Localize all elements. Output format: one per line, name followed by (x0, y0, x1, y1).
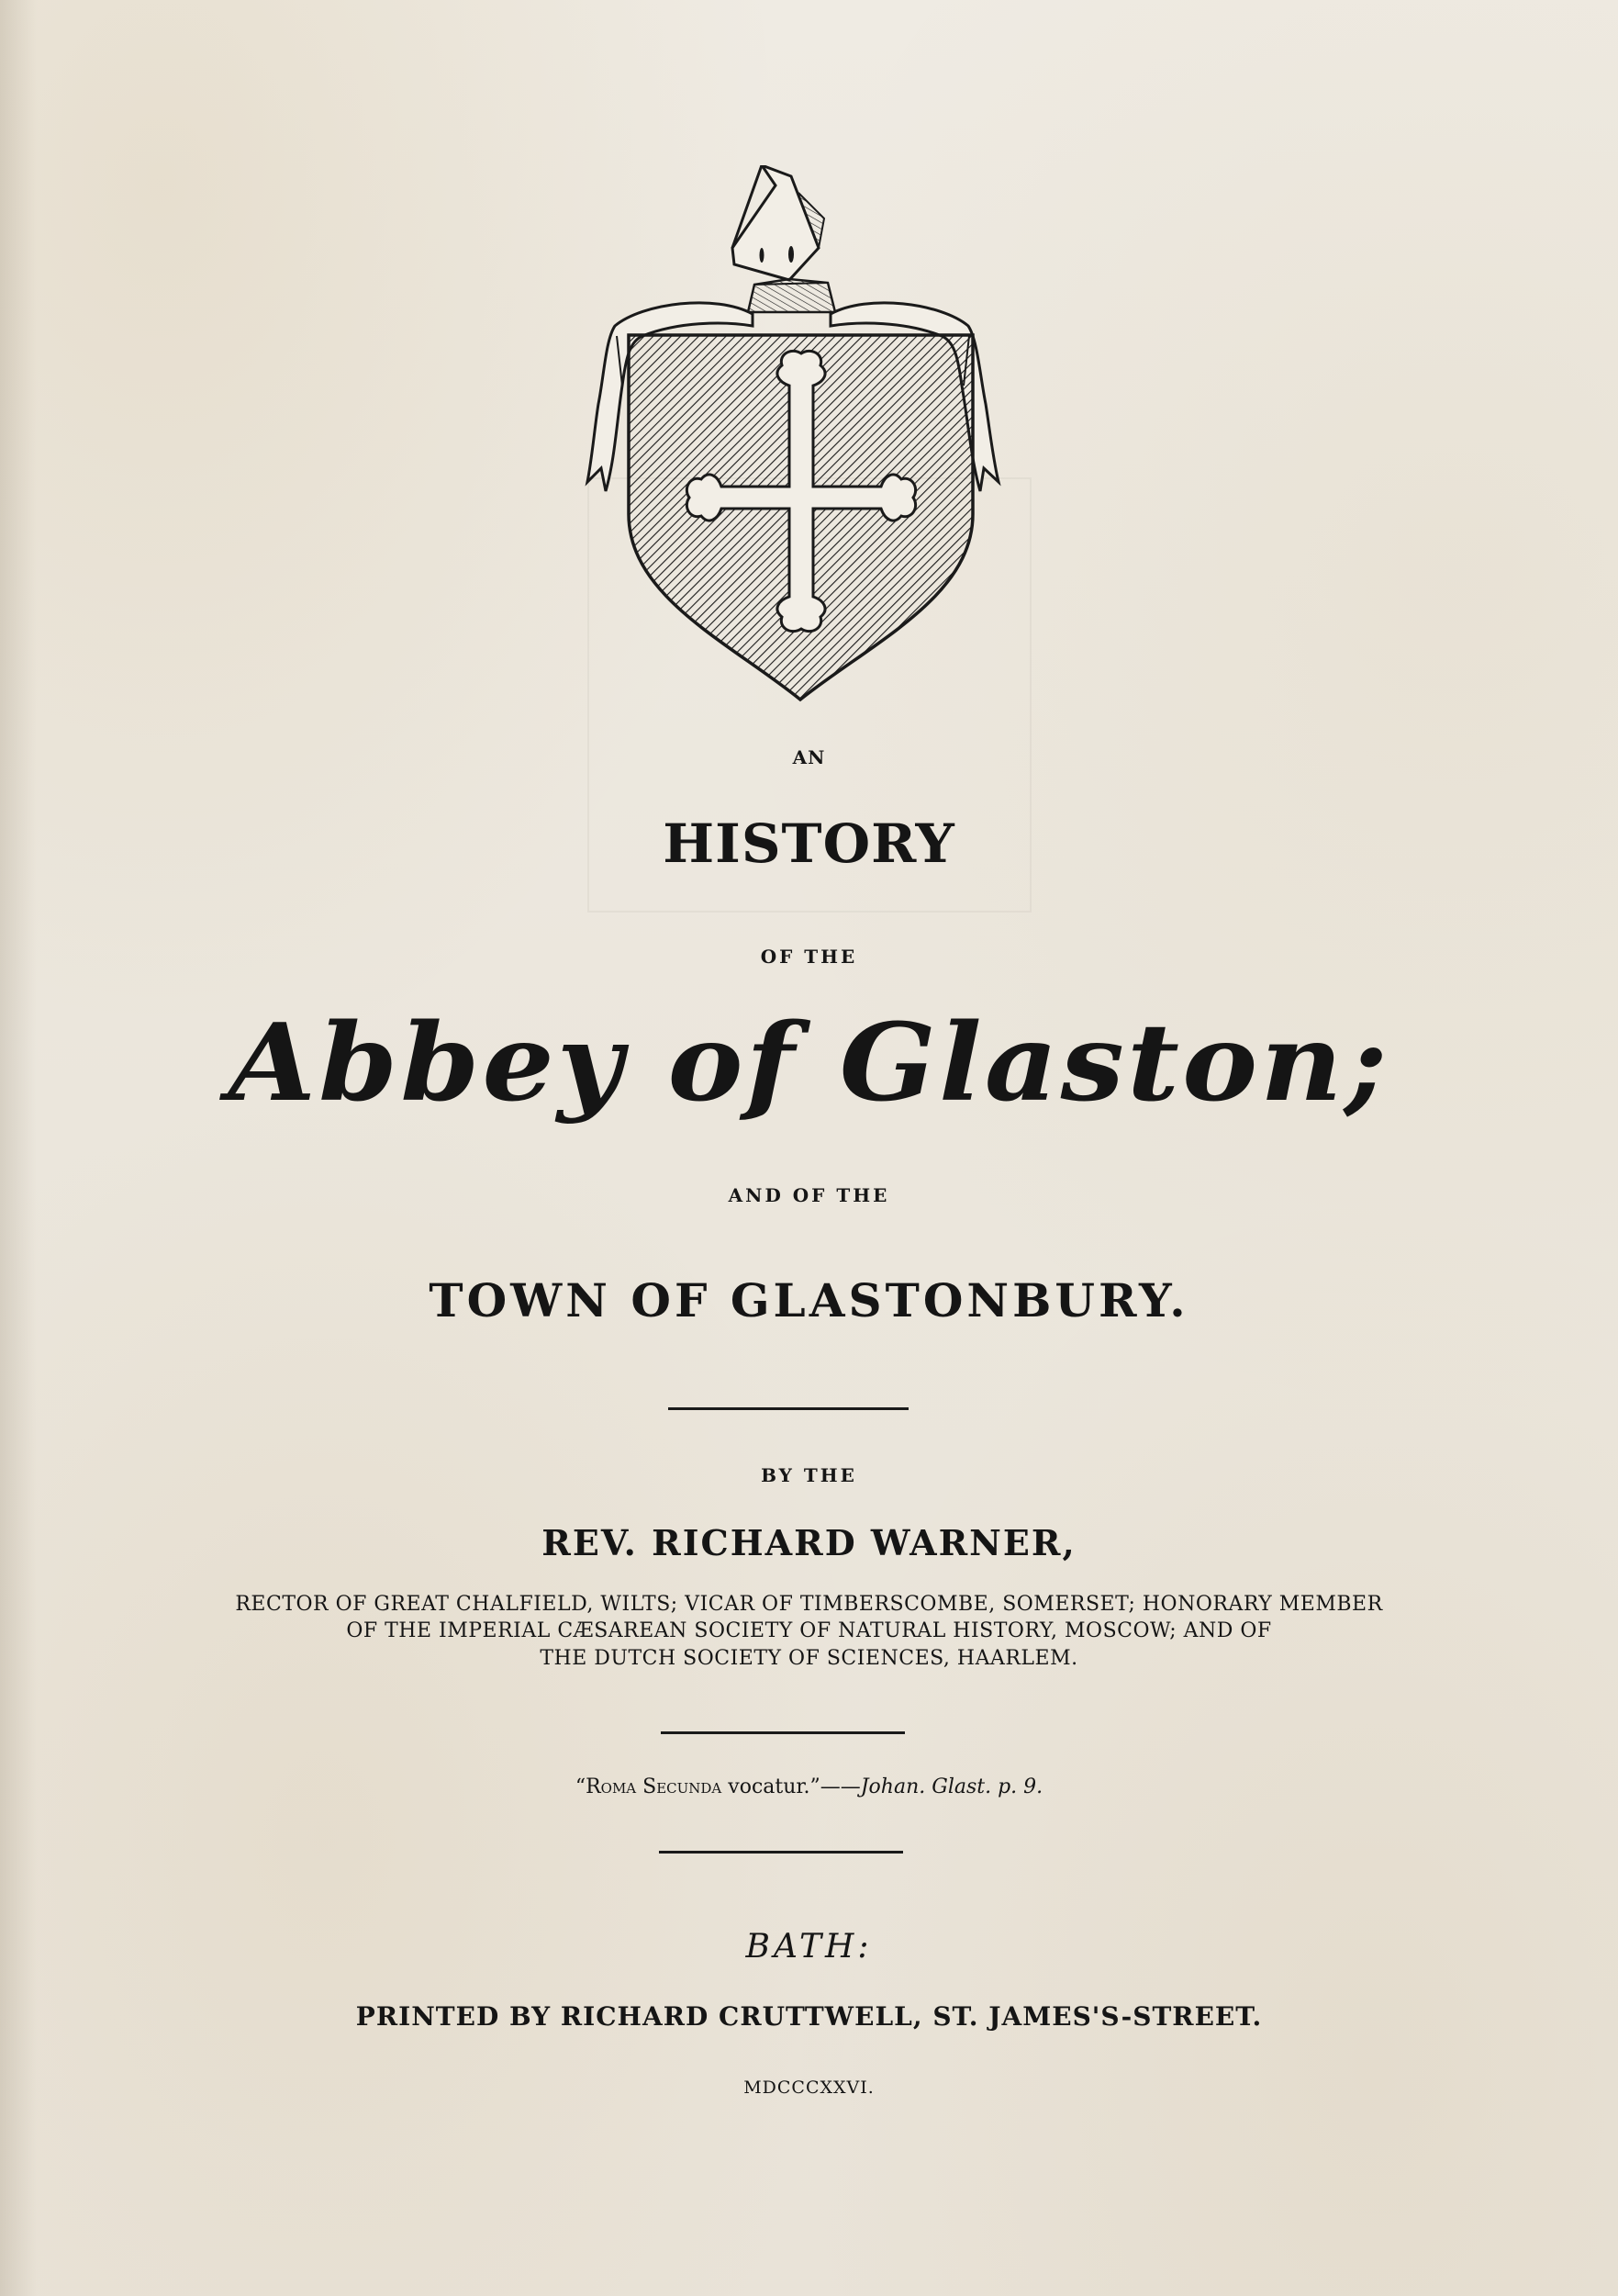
mitre-shield-crest-icon (578, 165, 1019, 707)
imprint-place: BATH: (745, 1928, 873, 1966)
title-town-of-glastonbury: TOWN OF GLASTONBURY. (429, 1273, 1189, 1327)
epigraph-quote (0, 1775, 1618, 1798)
quote-source: Johan. Glast. p. 9. (860, 1775, 1043, 1798)
divider-rule-2 (661, 1731, 905, 1734)
imprint-year: MDCCCXXVI. (743, 2078, 875, 2098)
quote-vocatur: vocatur.”—— (728, 1775, 861, 1798)
author-credentials-line-1: RECTOR OF GREAT CHALFIELD, WILTS; VICAR OF TIMBERSCOMBE, SOMERSET; HONORARY MEMBER (235, 1593, 1383, 1616)
author-credentials-line-2: OF THE IMPERIAL CÆSAREAN SOCIETY OF NATURAL HISTORY, MOSCOW; AND OF (346, 1619, 1272, 1642)
author-name: REV. RICHARD WARNER, (541, 1522, 1077, 1563)
title-and-of-the: AND OF THE (728, 1184, 890, 1206)
title-by-the: BY THE (761, 1464, 857, 1486)
quote-roma: Roma (586, 1775, 637, 1798)
quote-open: “ (575, 1775, 586, 1798)
title-history: HISTORY (663, 812, 955, 875)
title-an: AN (792, 746, 826, 768)
quote-secunda: Secunda (642, 1775, 722, 1798)
imprint-printer: PRINTED BY RICHARD CRUTTWELL, ST. JAMES'S-STREET. (355, 2001, 1263, 2032)
author-credentials-line-3: THE DUTCH SOCIETY OF SCIENCES, HAARLEM. (540, 1647, 1078, 1670)
mitre-icon (732, 165, 835, 312)
divider-rule-1 (668, 1407, 909, 1410)
title-of-the: OF THE (760, 946, 858, 968)
title-abbey-of-glaston: Abbey of Glaston; (228, 1001, 1390, 1126)
divider-rule-3 (659, 1851, 903, 1854)
